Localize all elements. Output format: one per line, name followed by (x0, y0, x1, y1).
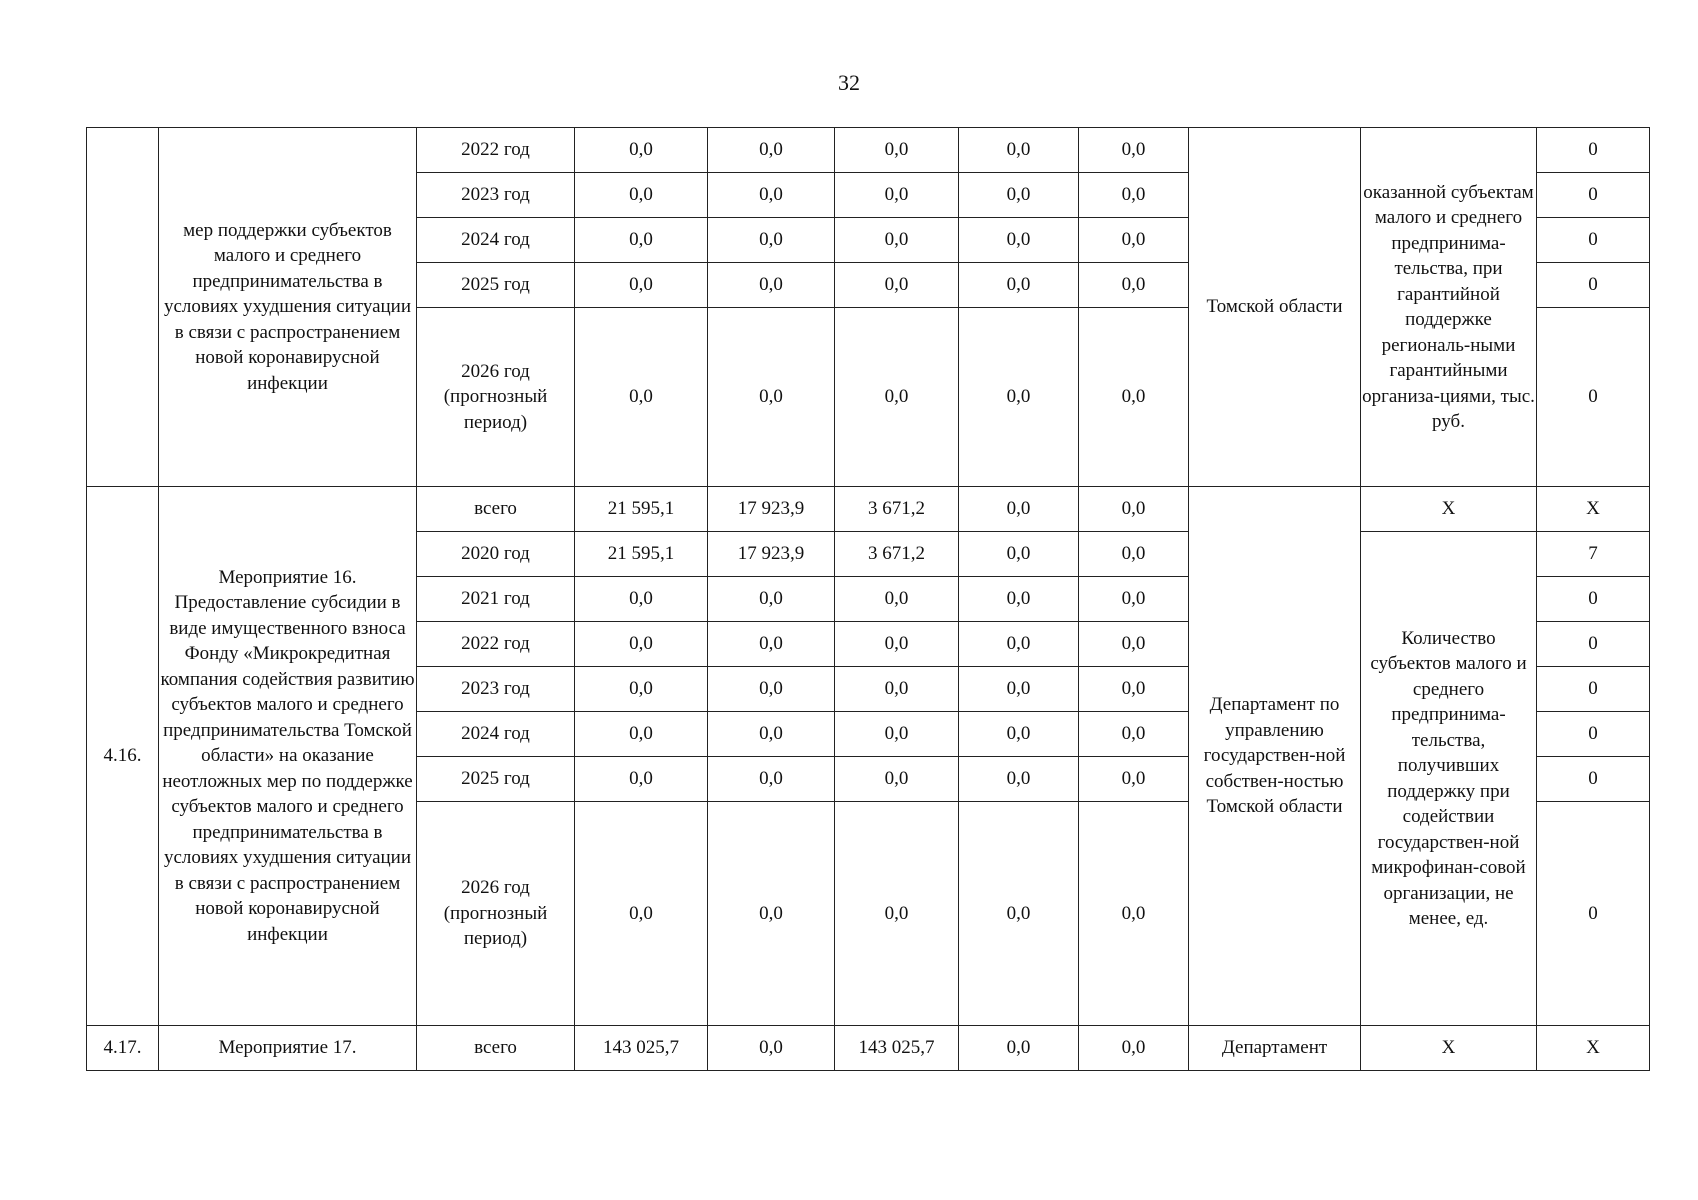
target-value: 0 (1537, 263, 1650, 308)
value-cell: 0,0 (959, 173, 1079, 218)
period-cell: 2026 год (прогнозный период) (417, 308, 575, 487)
value-cell: 0,0 (835, 712, 959, 757)
period-cell: 2021 год (417, 577, 575, 622)
value-cell: 0,0 (959, 1026, 1079, 1071)
value-cell: 0,0 (1079, 577, 1189, 622)
value-cell: 0,0 (708, 173, 835, 218)
value-cell: 0,0 (959, 308, 1079, 487)
value-cell: 0,0 (835, 308, 959, 487)
period-cell: 2025 год (417, 757, 575, 802)
value-cell: 0,0 (959, 487, 1079, 532)
value-cell: 0,0 (1079, 218, 1189, 263)
value-cell: 0,0 (1079, 487, 1189, 532)
value-cell: 0,0 (959, 667, 1079, 712)
value-cell: 0,0 (1079, 173, 1189, 218)
value-cell: 0,0 (708, 308, 835, 487)
value-cell: 0,0 (959, 712, 1079, 757)
value-cell: 0,0 (708, 622, 835, 667)
value-cell: 0,0 (575, 263, 708, 308)
table-row (87, 1026, 1650, 1071)
period-cell: всего (417, 487, 575, 532)
measure-name: мер поддержки субъектов малого и среднего предпринимательства в условиях ухудшения ситуации в связи с распространением новой коронавирусной инфекции (159, 128, 417, 487)
value-cell: 0,0 (708, 577, 835, 622)
value-cell: 0,0 (1079, 1026, 1189, 1071)
value-cell: 0,0 (1079, 128, 1189, 173)
period-cell: 2023 год (417, 667, 575, 712)
value-cell: 0,0 (1079, 308, 1189, 487)
value-cell: 0,0 (575, 667, 708, 712)
period-cell: 2025 год (417, 263, 575, 308)
responsible-org: Департамент по управлению государствен-ной собствен-ностью Томской области (1189, 487, 1361, 1026)
target-value: 0 (1537, 577, 1650, 622)
period-cell: 2024 год (417, 218, 575, 263)
value-cell: 0,0 (575, 173, 708, 218)
value-cell: 0,0 (835, 128, 959, 173)
target-value: 0 (1537, 173, 1650, 218)
value-cell: 0,0 (835, 218, 959, 263)
value-cell: 17 923,9 (708, 532, 835, 577)
value-cell: 0,0 (959, 757, 1079, 802)
value-cell: 143 025,7 (575, 1026, 708, 1071)
value-cell: 0,0 (959, 622, 1079, 667)
target-value: 7 (1537, 532, 1650, 577)
value-cell: 0,0 (1079, 263, 1189, 308)
value-cell: 0,0 (708, 263, 835, 308)
value-cell: 0,0 (575, 622, 708, 667)
indicator-name: X (1361, 1026, 1537, 1071)
value-cell: 21 595,1 (575, 487, 708, 532)
period-cell: 2023 год (417, 173, 575, 218)
value-cell: 0,0 (1079, 757, 1189, 802)
table-row (87, 487, 1650, 532)
period-cell: 2022 год (417, 128, 575, 173)
period-cell: 2022 год (417, 622, 575, 667)
value-cell: 0,0 (835, 263, 959, 308)
value-cell: 0,0 (708, 128, 835, 173)
measure-name: Мероприятие 17. (159, 1026, 417, 1071)
target-value: 0 (1537, 667, 1650, 712)
value-cell: 0,0 (575, 577, 708, 622)
value-cell: 0,0 (708, 802, 835, 1026)
responsible-org: Томской области (1189, 128, 1361, 487)
table-row (87, 128, 1650, 173)
value-cell: 0,0 (575, 712, 708, 757)
measure-name: Мероприятие 16. Предоставление субсидии в виде имущественного взноса Фонду «Микрокредитная компания содействия развитию субъектов малого и среднего предпринимательства Томской области» на оказание неотложных мер по поддержке субъектов малого и среднего предпринимательства в условиях ухудшения ситуации в связи с распространением новой коронавирусной инфекции (159, 487, 417, 1026)
item-number: 4.16. (87, 487, 159, 1026)
value-cell: 0,0 (835, 173, 959, 218)
target-value: 0 (1537, 802, 1650, 1026)
value-cell: 0,0 (575, 308, 708, 487)
value-cell: 17 923,9 (708, 487, 835, 532)
item-number: 4.17. (87, 1026, 159, 1071)
value-cell: 3 671,2 (835, 487, 959, 532)
value-cell: 0,0 (959, 577, 1079, 622)
target-value: X (1537, 487, 1650, 532)
page-number: 32 (838, 70, 860, 95)
target-value: 0 (1537, 128, 1650, 173)
indicator-name: оказанной субъектам малого и среднего предпринима-тельства, при гарантийной поддержке региональ-ными гарантийными организа-циями, тыс. руб. (1361, 128, 1537, 487)
value-cell: 0,0 (708, 667, 835, 712)
indicator-head: X (1361, 487, 1537, 532)
value-cell: 0,0 (708, 1026, 835, 1071)
value-cell: 0,0 (835, 757, 959, 802)
value-cell: 0,0 (1079, 712, 1189, 757)
indicator-name: Количество субъектов малого и среднего предпринима-тельства, получивших поддержку при содействии государствен-ной микрофинан-совой организации, не менее, ед. (1361, 532, 1537, 1026)
value-cell: 0,0 (1079, 667, 1189, 712)
value-cell: 0,0 (835, 577, 959, 622)
value-cell: 0,0 (1079, 622, 1189, 667)
budget-table (86, 127, 1650, 1071)
period-cell: всего (417, 1026, 575, 1071)
value-cell: 0,0 (959, 263, 1079, 308)
period-cell: 2026 год (прогнозный период) (417, 802, 575, 1026)
target-value: 0 (1537, 308, 1650, 487)
value-cell: 0,0 (959, 218, 1079, 263)
item-number-cell (87, 128, 159, 487)
value-cell: 0,0 (708, 712, 835, 757)
value-cell: 0,0 (959, 802, 1079, 1026)
target-value: 0 (1537, 757, 1650, 802)
value-cell: 0,0 (575, 757, 708, 802)
value-cell: 0,0 (1079, 532, 1189, 577)
target-value: 0 (1537, 622, 1650, 667)
value-cell: 0,0 (959, 128, 1079, 173)
value-cell: 0,0 (835, 622, 959, 667)
target-value: 0 (1537, 218, 1650, 263)
responsible-org: Департамент (1189, 1026, 1361, 1071)
value-cell: 3 671,2 (835, 532, 959, 577)
value-cell: 0,0 (835, 667, 959, 712)
value-cell: 143 025,7 (835, 1026, 959, 1071)
period-cell: 2024 год (417, 712, 575, 757)
value-cell: 0,0 (575, 218, 708, 263)
value-cell: 0,0 (708, 218, 835, 263)
period-cell: 2020 год (417, 532, 575, 577)
value-cell: 0,0 (575, 128, 708, 173)
target-value: X (1537, 1026, 1650, 1071)
value-cell: 0,0 (575, 802, 708, 1026)
value-cell: 0,0 (959, 532, 1079, 577)
value-cell: 0,0 (835, 802, 959, 1026)
value-cell: 0,0 (708, 757, 835, 802)
value-cell: 21 595,1 (575, 532, 708, 577)
target-value: 0 (1537, 712, 1650, 757)
value-cell: 0,0 (1079, 802, 1189, 1026)
